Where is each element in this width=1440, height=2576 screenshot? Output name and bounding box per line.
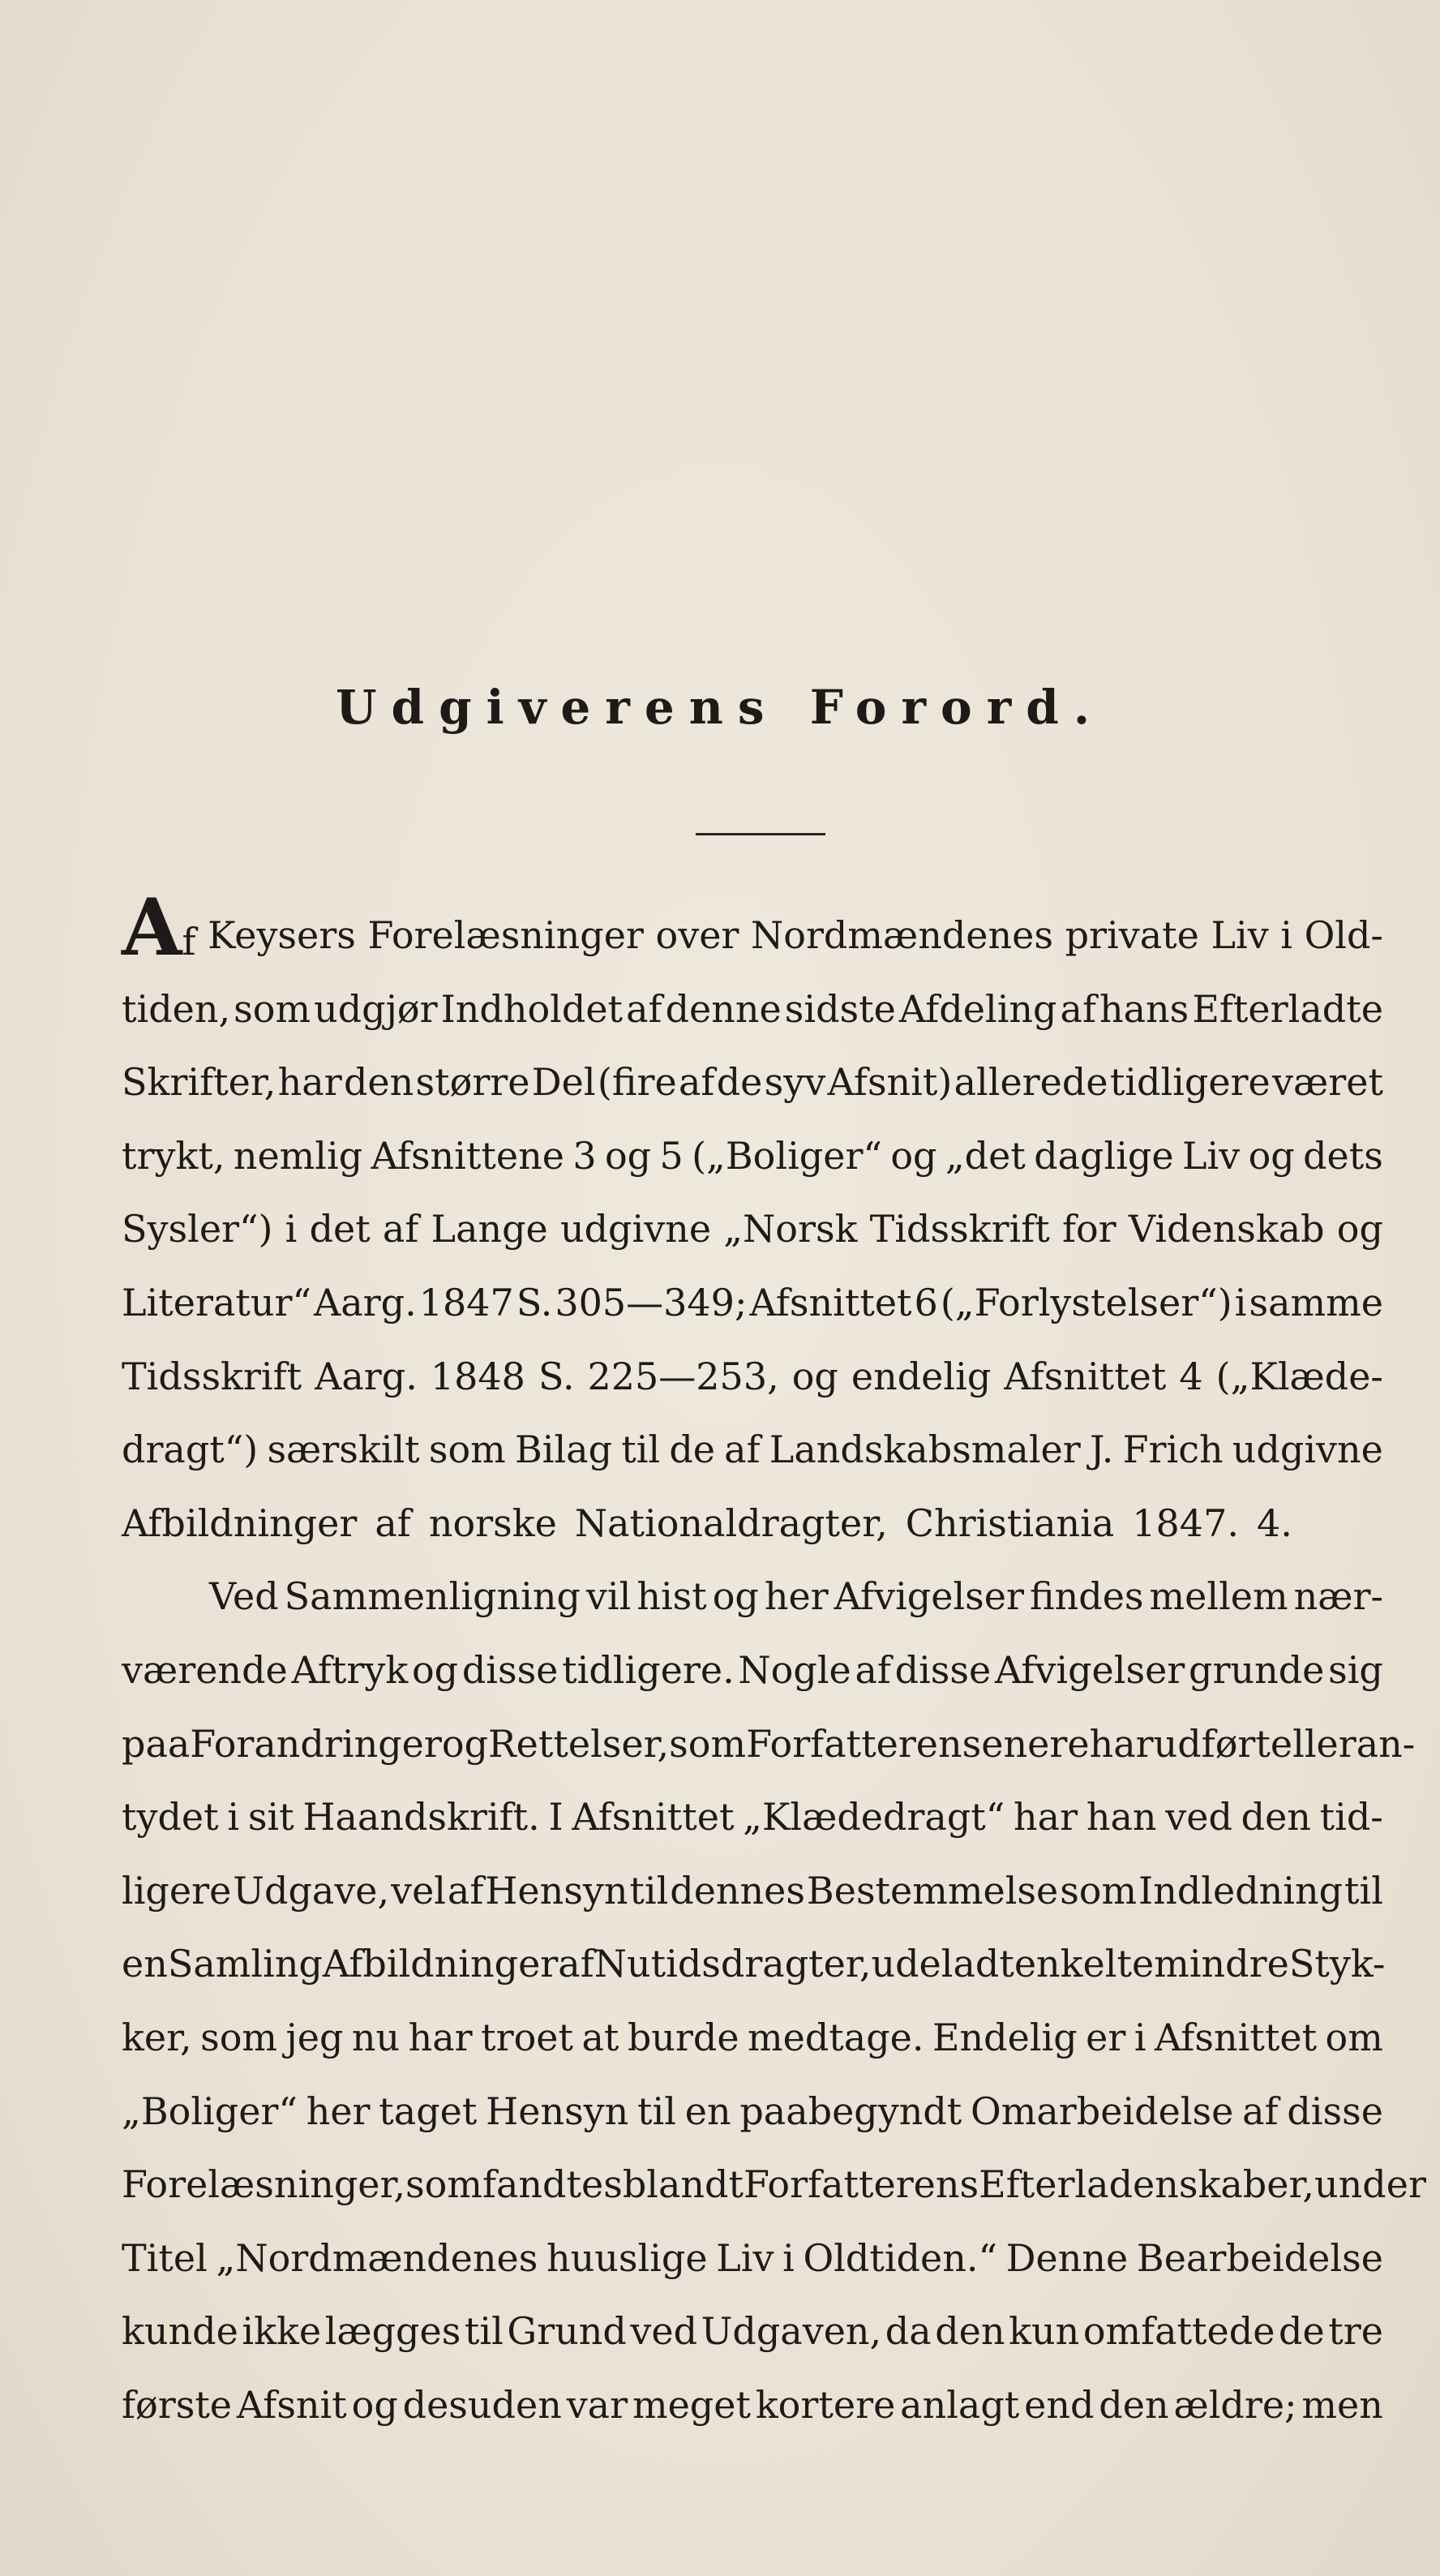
word: værende: [122, 1647, 288, 1692]
word: nu: [351, 2015, 401, 2059]
text-line: [122, 1854, 1383, 1928]
word: har: [1014, 1795, 1078, 1840]
word: og: [411, 1647, 459, 1692]
word: været: [1272, 1060, 1383, 1105]
word: burde: [627, 2015, 739, 2059]
word: kortere: [755, 2382, 896, 2427]
word: Liv: [716, 2235, 774, 2280]
word: i: [782, 2235, 795, 2280]
word: til: [637, 2089, 676, 2133]
word: Afsnittet: [1004, 1354, 1167, 1398]
word: end: [1024, 2382, 1095, 2427]
word: nemlig: [233, 1133, 363, 1178]
word: 225—253,: [587, 1354, 779, 1398]
word: ældre;: [1173, 2382, 1297, 2427]
word: Forandringer: [190, 1721, 442, 1766]
word: Afsnittet: [749, 1280, 912, 1324]
word: af: [558, 1942, 594, 1986]
word: den: [1099, 2382, 1169, 2427]
word: Forfatteren: [746, 1721, 962, 1766]
word: samme: [1249, 1280, 1383, 1324]
word: Christiania: [905, 1501, 1115, 1545]
page-title: Udgiverens Forord.: [335, 680, 1105, 735]
text-line: [122, 1780, 1383, 1854]
word: til: [629, 1868, 669, 1913]
word: Indledning: [1138, 1868, 1344, 1913]
word: denne: [665, 986, 782, 1031]
word: Indholdet: [440, 986, 624, 1031]
word: som: [405, 2162, 482, 2207]
word: dets: [1303, 1133, 1383, 1178]
word: for: [1061, 1207, 1116, 1252]
word: om: [1325, 2015, 1383, 2059]
word: norske: [428, 1501, 557, 1545]
word: Bilag: [514, 1428, 613, 1472]
text-line: [122, 2295, 1383, 2368]
word: og: [441, 1721, 489, 1766]
word: tid-: [1319, 1795, 1383, 1840]
word: det: [309, 1207, 371, 1252]
word: som: [669, 1721, 747, 1766]
text-line: [122, 1487, 1383, 1561]
word: (fire: [597, 1060, 677, 1105]
word: dennes: [670, 1868, 805, 1913]
word: udeladt: [871, 1942, 1014, 1986]
word: blandt: [622, 2162, 744, 2207]
word: mellem: [1149, 1574, 1288, 1619]
word: da: [885, 2309, 932, 2354]
word: en: [122, 1942, 168, 1986]
word: til: [1344, 1868, 1383, 1913]
word: meget: [632, 2382, 751, 2427]
text-line: [122, 1927, 1386, 2001]
word: Skrifter,: [122, 1060, 276, 1105]
word: 1848: [430, 1354, 525, 1398]
text-line: [122, 1634, 1383, 1707]
word: allerede: [954, 1060, 1108, 1105]
text-line: [122, 2222, 1383, 2295]
word: i: [227, 1795, 240, 1840]
text-line: [122, 972, 1383, 1046]
word: Afbildninger: [122, 1501, 358, 1545]
word: Hensyn: [485, 1868, 628, 1913]
word: Grund: [507, 2309, 627, 2354]
word: „Norsk: [723, 1207, 858, 1252]
text-line: [122, 1266, 1383, 1340]
word: senere: [962, 1721, 1090, 1766]
word: kunde: [122, 2309, 238, 2354]
word: i: [285, 1207, 298, 1252]
word: 4.: [1256, 1501, 1292, 1545]
word: Tidsskrift: [122, 1354, 302, 1398]
word: Udgaven,: [701, 2309, 882, 2354]
word: Forelæsninger: [367, 913, 644, 957]
word: tidligere.: [562, 1647, 735, 1692]
word: („Forlystelser“): [940, 1280, 1232, 1324]
word: Hensyn: [486, 2089, 629, 2133]
word: Forelæsninger,: [122, 2162, 406, 2207]
word: Efterladte: [1192, 986, 1383, 1031]
word: Bearbeidelse: [1136, 2235, 1383, 2280]
word: tre: [1328, 2309, 1383, 2354]
word: ligere: [122, 1868, 232, 1913]
word: S.: [516, 1280, 553, 1324]
word: i: [1134, 2015, 1146, 2059]
word: Frich: [1122, 1428, 1224, 1472]
word: („Klæde-: [1215, 1354, 1383, 1398]
word: paabegyndt: [739, 2089, 962, 2133]
word: de: [716, 1060, 763, 1105]
word: har: [277, 1060, 342, 1105]
text-line: [122, 1340, 1383, 1414]
word: enkelte: [1014, 1942, 1155, 1986]
word: S.: [538, 1354, 575, 1398]
word: 5: [659, 1133, 684, 1178]
word: sig: [1328, 1647, 1383, 1692]
word: som: [200, 2015, 278, 2059]
word: Landskabsmaler: [769, 1428, 1081, 1472]
word: 1847.: [1132, 1501, 1239, 1545]
word: tiden,: [122, 986, 231, 1031]
word: har: [1089, 1721, 1154, 1766]
word: ikke: [242, 2309, 322, 2354]
word: under: [1314, 2162, 1426, 2207]
word: af: [447, 1868, 484, 1913]
text-line: [122, 1119, 1383, 1193]
word: og: [1336, 1207, 1383, 1252]
text-line: [122, 1560, 1383, 1634]
word: og: [351, 2382, 398, 2427]
word: findes: [1029, 1574, 1144, 1619]
word: Efterladenskaber,: [979, 2162, 1315, 2207]
word: som: [234, 986, 311, 1031]
text-line: [122, 1707, 1416, 1781]
word: Afsnit): [827, 1060, 953, 1105]
word: og: [890, 1133, 937, 1178]
word: lægges: [324, 2309, 461, 2354]
word: er: [1086, 2015, 1126, 2059]
word: Afsnittet: [572, 1795, 735, 1840]
word: Samling: [167, 1942, 323, 1986]
word: her: [764, 1574, 829, 1619]
word: Afsnittene: [371, 1133, 564, 1178]
word: af: [724, 1428, 761, 1472]
text-line: [122, 882, 1383, 973]
text-line: [122, 1413, 1383, 1487]
word: „Nordmændenes: [216, 2235, 538, 2280]
word: udgivne: [559, 1207, 712, 1252]
word: udgivne: [1232, 1428, 1383, 1472]
word: særskilt: [267, 1428, 420, 1472]
word: ved: [1165, 1795, 1232, 1840]
text-line: [122, 2368, 1383, 2442]
word: Nutidsdragter,: [594, 1942, 872, 1986]
word: Aarg.: [314, 1280, 417, 1324]
text-line: [122, 1045, 1383, 1119]
word: og: [1248, 1133, 1295, 1178]
word: som: [428, 1428, 506, 1472]
word: 305—349;: [555, 1280, 748, 1324]
word: af: [382, 1207, 419, 1252]
word: og: [604, 1133, 652, 1178]
word: men: [1301, 2382, 1383, 2427]
word: af: [375, 1501, 411, 1545]
word: de: [1279, 2309, 1325, 2354]
word: Afsnittet: [1155, 2015, 1318, 2059]
body-text: [122, 882, 1426, 2441]
word: 3: [572, 1133, 597, 1178]
word: vil: [585, 1574, 632, 1619]
word: i: [1234, 1280, 1247, 1324]
word: af: [1060, 986, 1096, 1031]
word: i: [1280, 913, 1292, 957]
word: ved: [630, 2309, 698, 2354]
word: over: [655, 913, 739, 957]
word: omfattede: [1082, 2309, 1275, 2354]
word: hans: [1099, 986, 1189, 1031]
word: jeg: [285, 2015, 344, 2059]
word: Sysler“): [122, 1207, 273, 1252]
word: Afdeling: [898, 986, 1057, 1031]
word: anlagt: [900, 2382, 1020, 2427]
word: disse: [1287, 2089, 1383, 2133]
word: J.: [1089, 1428, 1114, 1472]
word: af: [679, 1060, 715, 1105]
word: „det: [945, 1133, 1026, 1178]
word: private: [1065, 913, 1199, 957]
word: til: [621, 1428, 661, 1472]
word: „Boliger“: [122, 2089, 298, 2133]
word: større: [415, 1060, 530, 1105]
word: den: [1241, 1795, 1311, 1840]
word: af: [855, 1647, 891, 1692]
text-line: [122, 2001, 1383, 2075]
word: („Boliger“: [692, 1133, 882, 1178]
word: den: [935, 2309, 1005, 2354]
word: Liv: [1211, 913, 1269, 957]
word: Videnskab: [1128, 1207, 1325, 1252]
word: trykt,: [122, 1133, 225, 1178]
word: huuslige: [546, 2235, 708, 2280]
word: hist: [636, 1574, 707, 1619]
word: Bestemmelse: [806, 1868, 1059, 1913]
word: Tidsskrift: [869, 1207, 1050, 1252]
word: 1847: [418, 1280, 514, 1324]
word: af: [626, 986, 662, 1031]
word: Lange: [431, 1207, 548, 1252]
word: de: [669, 1428, 715, 1472]
word: og: [791, 1354, 838, 1398]
word: han: [1086, 1795, 1157, 1840]
word: Denne: [1005, 2235, 1129, 2280]
word: Forfatterens: [743, 2162, 979, 2207]
word: Aftryk: [291, 1647, 409, 1692]
word: som: [1060, 1868, 1138, 1913]
word: første: [122, 2382, 233, 2427]
word: Endelig: [932, 2015, 1078, 2059]
word: Nationaldragter,: [574, 1501, 888, 1545]
word: Omarbeidelse: [971, 2089, 1234, 2133]
word: Af: [122, 882, 196, 973]
word: udført: [1153, 1721, 1271, 1766]
word: en: [684, 2089, 731, 2133]
word: ker,: [122, 2015, 192, 2059]
word: Titel: [122, 2235, 208, 2280]
word: syv: [764, 1060, 826, 1105]
word: sidste: [784, 986, 896, 1031]
text-line: [122, 2148, 1426, 2222]
word: daglige: [1034, 1133, 1174, 1178]
word: sit: [247, 1795, 294, 1840]
word: eller: [1270, 1721, 1356, 1766]
word: Old-: [1304, 913, 1383, 957]
word: Afsnit: [236, 2382, 347, 2427]
word: medtage.: [748, 2015, 924, 2059]
word: Keysers: [208, 913, 356, 957]
word: Rettelser,: [488, 1721, 670, 1766]
word: paa: [122, 1721, 191, 1766]
word: Nogle: [738, 1647, 851, 1692]
word: taget: [379, 2089, 478, 2133]
title-divider: [696, 833, 825, 835]
word: kun: [1009, 2309, 1080, 2354]
text-line: [122, 1192, 1383, 1266]
word: fandtes: [482, 2162, 623, 2207]
word: Afvigelser: [994, 1647, 1185, 1692]
word: til: [464, 2309, 504, 2354]
word: Del: [531, 1060, 596, 1105]
word: Ved: [209, 1574, 279, 1619]
word: Afbildninger: [322, 1942, 559, 1986]
word: troet: [481, 2015, 573, 2059]
word: disse: [461, 1647, 559, 1692]
word: mindre: [1154, 1942, 1289, 1986]
word: Nordmændenes: [751, 913, 1053, 957]
word: har: [408, 2015, 473, 2059]
word: Aarg.: [315, 1354, 418, 1398]
word: var: [566, 2382, 628, 2427]
word: Sammenligning: [284, 1574, 581, 1619]
word: desuden: [402, 2382, 562, 2427]
word: 6: [914, 1280, 938, 1324]
word: vel: [391, 1868, 446, 1913]
word: og: [712, 1574, 759, 1619]
word: disse: [894, 1647, 992, 1692]
word: I: [548, 1795, 564, 1840]
word: tidligere: [1109, 1060, 1271, 1105]
word: den: [343, 1060, 414, 1105]
word: 4: [1179, 1354, 1203, 1398]
word: Literatur“: [122, 1280, 311, 1324]
word: Oldtiden.“: [803, 2235, 997, 2280]
word: grunde: [1189, 1647, 1325, 1692]
word: af: [1242, 2089, 1279, 2133]
word: Haandskrift.: [302, 1795, 540, 1840]
word: Udgave,: [233, 1868, 390, 1913]
word: udgjør: [314, 986, 438, 1031]
word: Liv: [1181, 1133, 1241, 1178]
word: tydet: [122, 1795, 219, 1840]
word: Afvigelser: [834, 1574, 1024, 1619]
word: dragt“): [122, 1428, 259, 1472]
word: „Klædedragt“: [743, 1795, 1005, 1840]
word: her: [306, 2089, 371, 2133]
word: nær-: [1293, 1574, 1383, 1619]
word: Styk-: [1288, 1942, 1386, 1986]
word: at: [581, 2015, 619, 2059]
drop-cap: A: [122, 882, 182, 973]
word: an-: [1356, 1721, 1416, 1766]
text-line: [122, 2075, 1383, 2149]
word: endelig: [851, 1354, 992, 1398]
